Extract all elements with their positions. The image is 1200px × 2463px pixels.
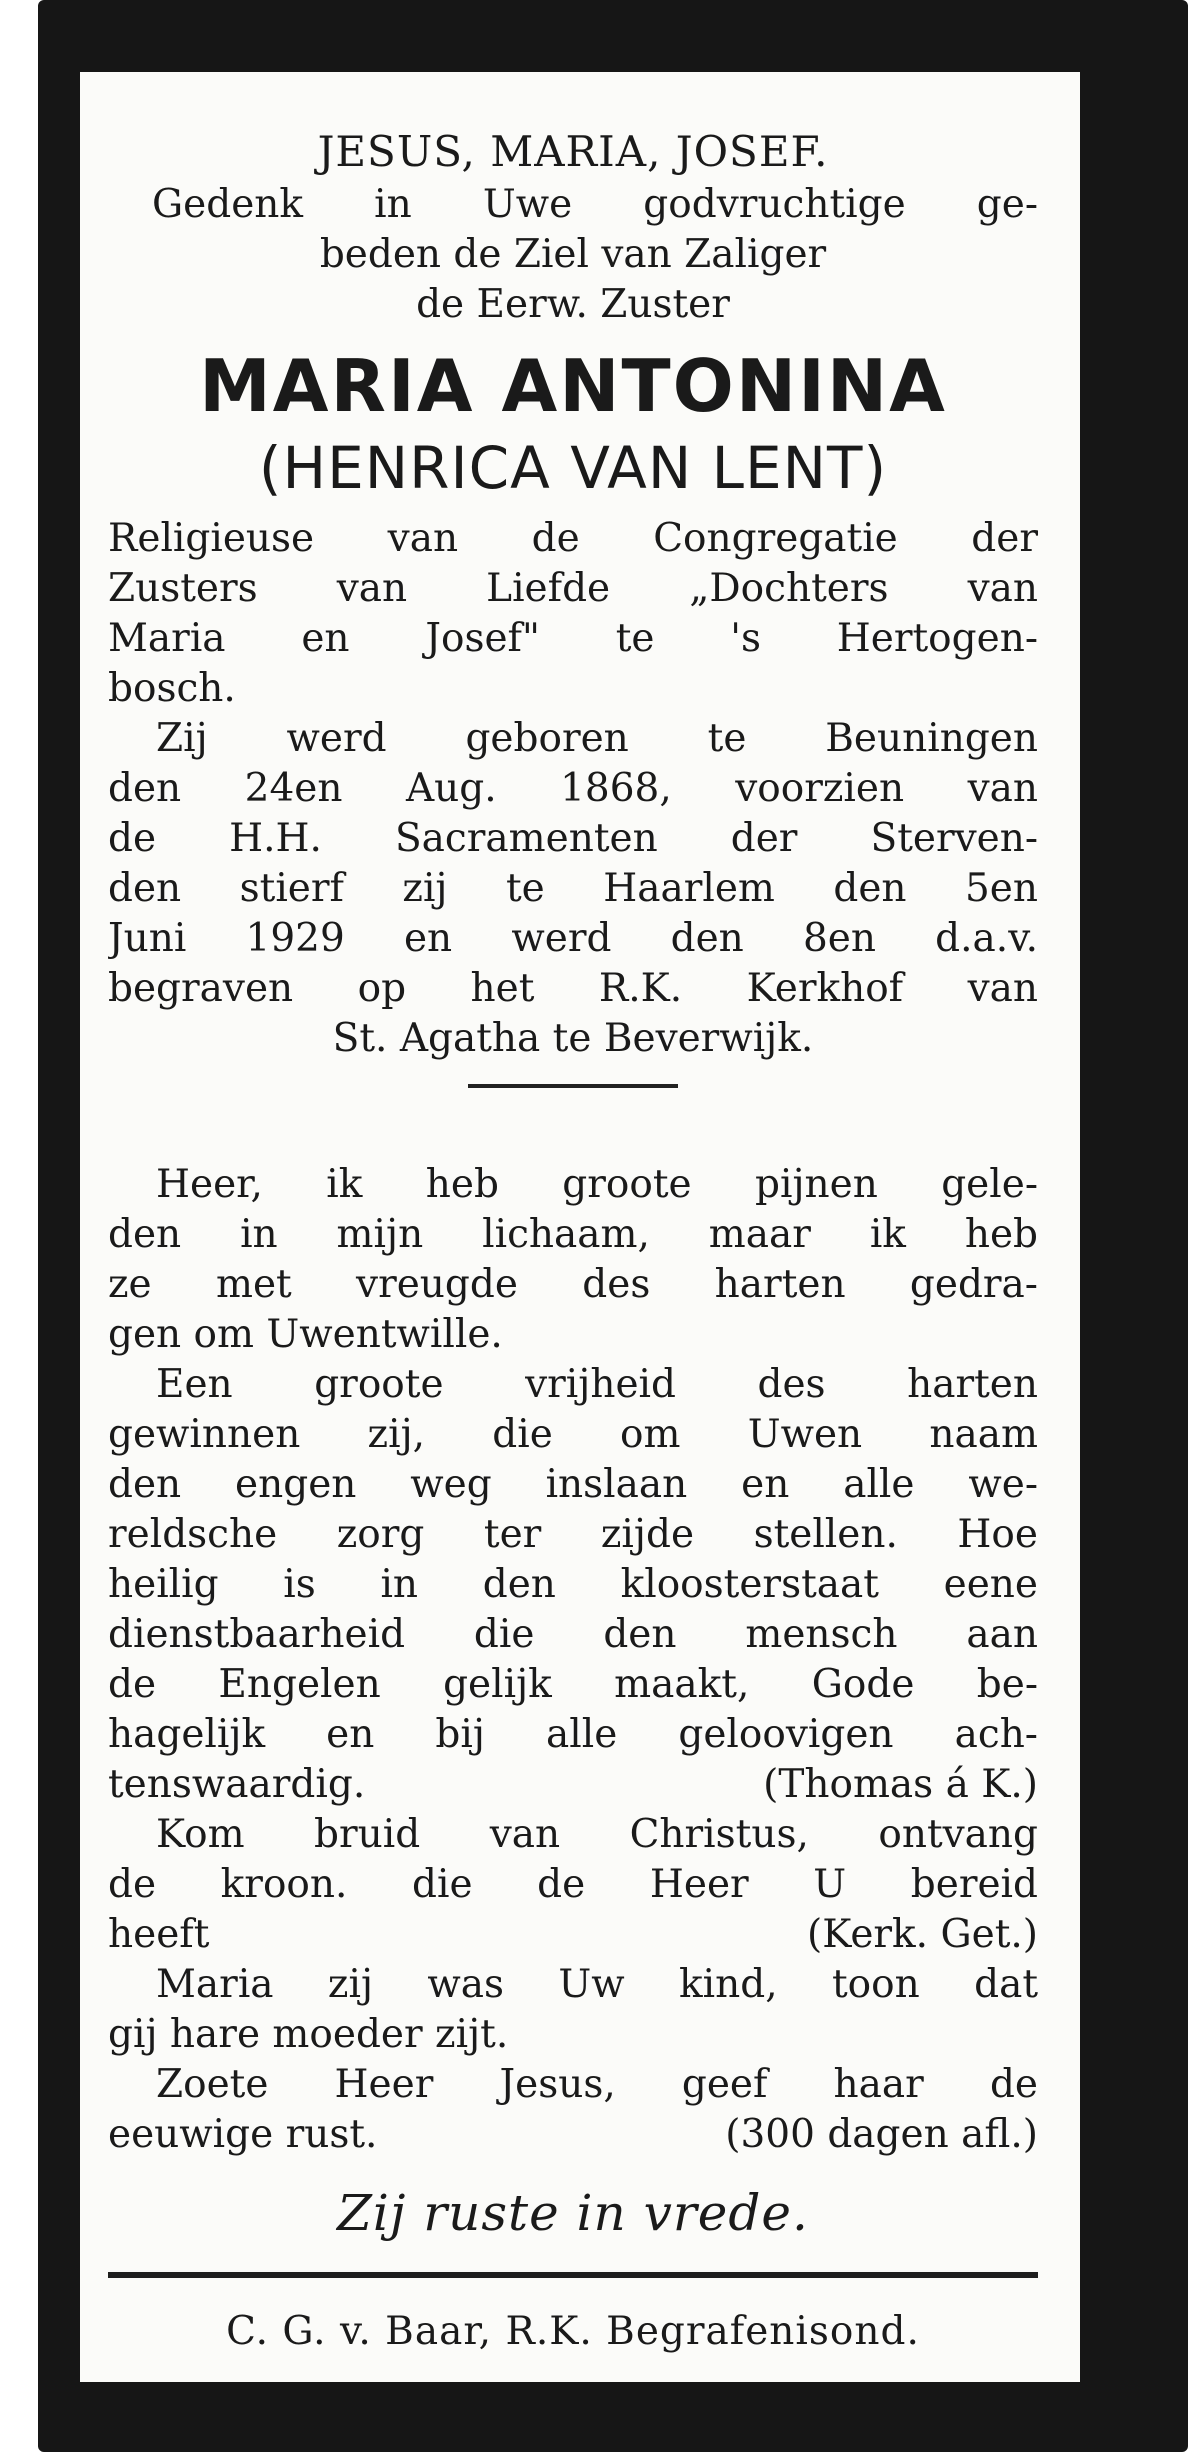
prayer-line: Heer, ik heb groote pijnen gele- xyxy=(156,1162,1038,1207)
intro-line: beden de Ziel van Zaliger xyxy=(319,232,827,277)
prayer-line: hagelijk en bij alle geloovigen ach- xyxy=(108,1712,1038,1757)
bio-line: Zij werd geboren te Beuningen xyxy=(156,716,1038,761)
prayer-line-with-source xyxy=(108,2110,1038,2160)
prayer-line: Een groote vrijheid des harten xyxy=(156,1362,1038,1407)
bio-line: Maria en Josef" te 's Hertogen- xyxy=(108,616,1038,661)
prayer-line: gen om Uwentwille. xyxy=(108,1312,503,1357)
bio-line: begraven op het R.K. Kerkhof van xyxy=(108,966,1038,1011)
prayer-line: Maria zij was Uw kind, toon dat xyxy=(156,1962,1038,2007)
invocation-heading: JESUS, MARIA, JOSEF. xyxy=(317,127,829,176)
intro-text xyxy=(108,180,1038,330)
prayer-text: eeuwige rust. xyxy=(108,2112,378,2157)
biography xyxy=(108,514,1038,1064)
bio-line: bosch. xyxy=(108,666,236,711)
prayer-line: ze met vreugde des harten gedra- xyxy=(108,1262,1038,1307)
prayer-line: de kroon. die de Heer U bereid xyxy=(108,1862,1038,1907)
quote-source: (Thomas á K.) xyxy=(763,1762,1038,1807)
divider-long xyxy=(108,2272,1038,2278)
prayer-text: heeft xyxy=(108,1912,210,1957)
bio-line: St. Agatha te Beverwijk. xyxy=(332,1016,814,1061)
prayer-line: dienstbaarheid die den mensch aan xyxy=(108,1612,1038,1657)
bio-line: den stierf zij te Haarlem den 5en xyxy=(108,866,1038,911)
prayer-line: gij hare moeder zijt. xyxy=(108,2012,509,2057)
prayer-line: Zoete Heer Jesus, geef haar de xyxy=(156,2062,1038,2107)
quote-source: (Kerk. Get.) xyxy=(807,1912,1038,1957)
bio-line: Zusters van Liefde „Dochters van xyxy=(108,566,1038,611)
closing-blessing: Zij ruste in vrede. xyxy=(337,2184,809,2242)
prayer-line: den in mijn lichaam, maar ik heb xyxy=(108,1212,1038,1257)
bio-line: de H.H. Sacramenten der Sterven- xyxy=(108,816,1038,861)
intro-line: Gedenk in Uwe godvruchtige ge- xyxy=(152,182,1038,227)
intro-line: de Eerw. Zuster xyxy=(416,282,730,327)
prayer-line: den engen weg inslaan en alle we- xyxy=(108,1462,1038,1507)
prayer-line-with-source xyxy=(108,1760,1038,1810)
deceased-name: MARIA ANTONINA xyxy=(199,344,947,428)
printer-credit: C. G. v. Baar, R.K. Begrafenisond. xyxy=(226,2309,920,2354)
prayer-line-with-source xyxy=(108,1910,1038,1960)
birth-name: (HENRICA VAN LENT) xyxy=(258,434,888,502)
bio-line: Religieuse van de Congregatie der xyxy=(108,516,1038,561)
prayer-line: reldsche zorg ter zijde stellen. Hoe xyxy=(108,1512,1038,1557)
bio-line: Juni 1929 en werd den 8en d.a.v. xyxy=(108,916,1038,961)
prayer-line: de Engelen gelijk maakt, Gode be- xyxy=(108,1662,1038,1707)
divider-short xyxy=(468,1084,678,1088)
prayer-line: gewinnen zij, die om Uwen naam xyxy=(108,1412,1038,1457)
indulgence-note: (300 dagen afl.) xyxy=(725,2112,1038,2157)
prayer-line: Kom bruid van Christus, ontvang xyxy=(156,1812,1038,1857)
memorial-card-content xyxy=(108,72,1038,2360)
prayer-text: tenswaardig. xyxy=(108,1762,366,1807)
prayer-line: heilig is in den kloosterstaat eene xyxy=(108,1562,1038,1607)
bio-line: den 24en Aug. 1868, voorzien van xyxy=(108,766,1038,811)
prayers xyxy=(108,1160,1038,2160)
